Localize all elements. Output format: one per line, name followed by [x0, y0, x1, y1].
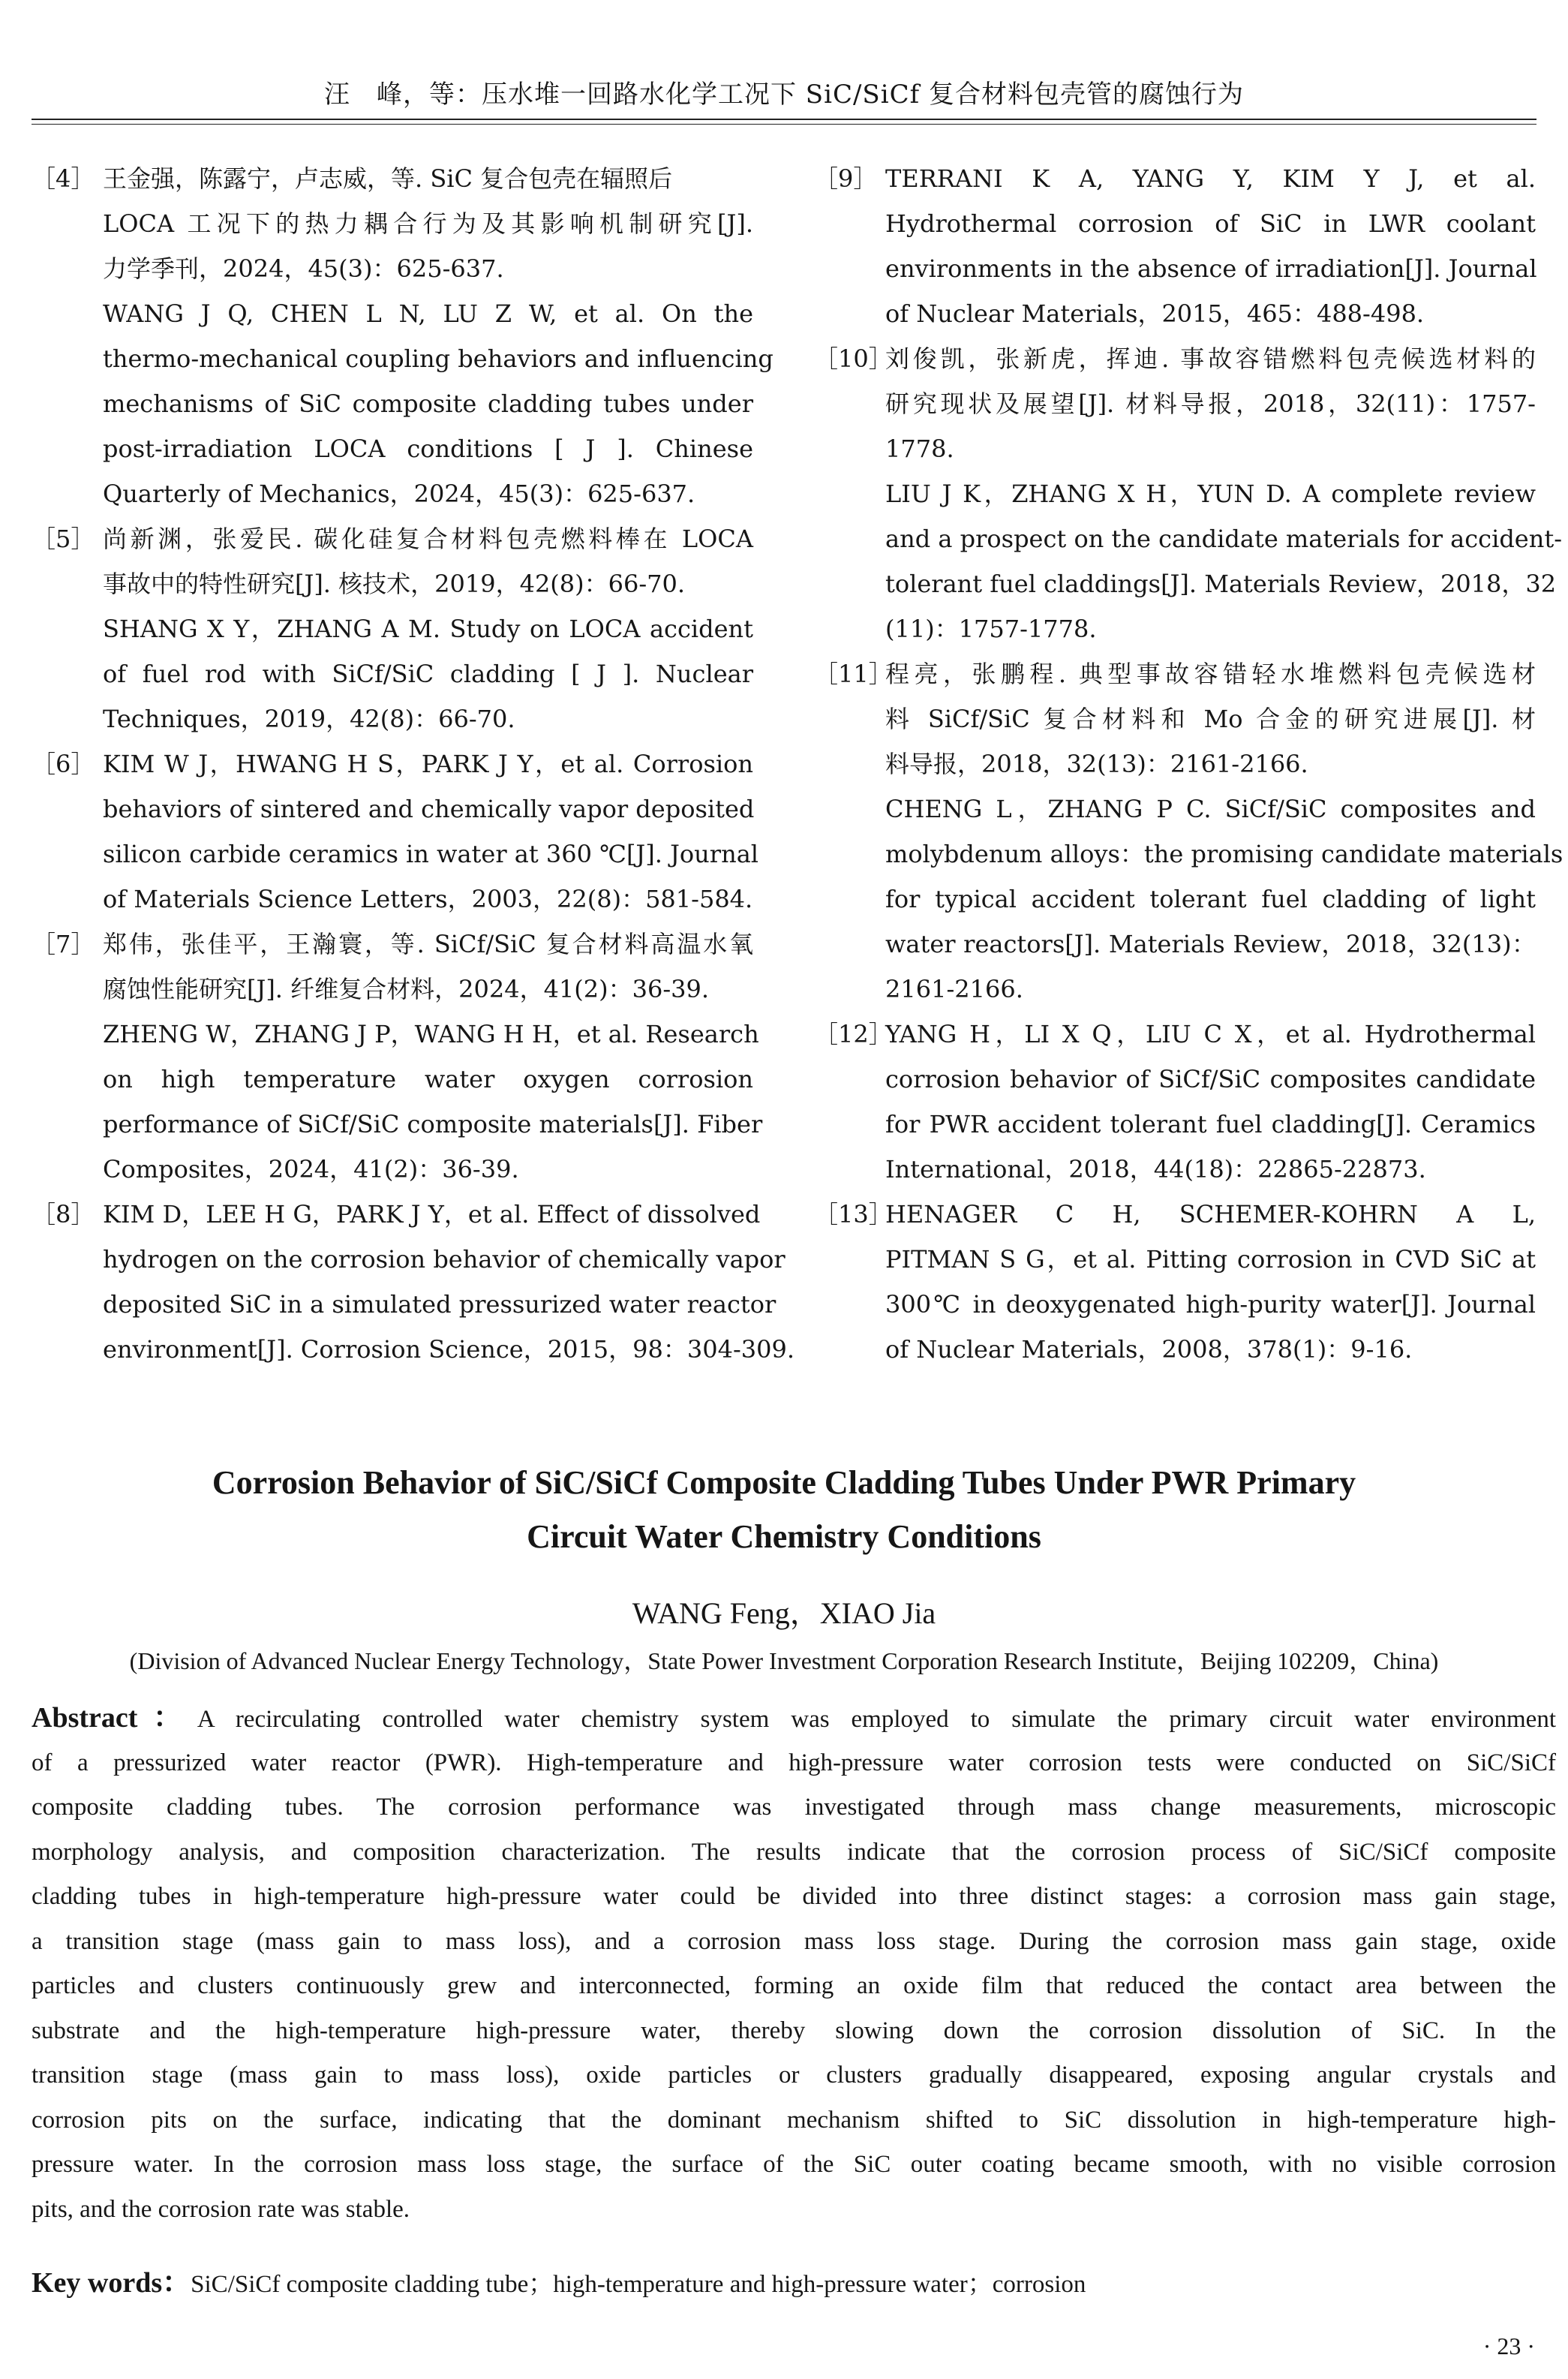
references-right-column: [814, 156, 1563, 1372]
reference-line: 2161-2166.: [885, 975, 1023, 1003]
reference-line: water reactors[J]. Materials Review，2018，32(13)：: [885, 930, 1536, 958]
reference-line: corrosion behavior of SiCf/SiC composites candidate: [885, 1065, 1536, 1093]
reference-number: ［12］: [814, 1020, 893, 1048]
reference-line: behaviors of sintered and chemically vapor deposited: [103, 795, 755, 823]
reference-line: Quarterly of Mechanics，2024，45(3)：625-637.: [103, 480, 695, 508]
reference-line: 王金强，陈露宁，卢志威，等. SiC 复合包壳在辐照后: [103, 164, 673, 193]
reference-line: silicon carbide ceramics in water at 360 ℃[J]. Journal: [103, 840, 758, 868]
reference-line: and a prospect on the candidate materials for accident-: [885, 525, 1563, 553]
abstract-line: pressure water. In the corrosion mass loss stage, the surface of the SiC outer coating became smooth, with no visible corrosion: [32, 2151, 1556, 2178]
reference-line: Hydrothermal corrosion of SiC in LWR coolant: [885, 209, 1536, 238]
english-title-line-2: Circuit Water Chemistry Conditions: [527, 1518, 1041, 1555]
authors: WANG Feng，XIAO Jia: [632, 1596, 936, 1630]
reference-item: [32, 1192, 795, 1372]
reference-item: [814, 651, 1563, 1012]
header-rule-top: [32, 119, 1536, 120]
abstract-line: corrosion pits on the surface, indicating that the dominant mechanism shifted to SiC dissolution in high-temperature high-: [32, 2106, 1556, 2134]
abstract-line: of a pressurized water reactor (PWR). High-temperature and high-pressure water corrosion tests were conducted on SiC/SiCf: [32, 1749, 1556, 1776]
reference-item: [814, 1192, 1536, 1372]
references-left-column: [32, 156, 795, 1372]
reference-line: WANG J Q, CHEN L N, LU Z W, et al. On the: [103, 299, 753, 328]
reference-line: of fuel rod with SiCf/SiC cladding [ J ]. Nuclear: [103, 660, 753, 688]
reference-item: [32, 516, 753, 741]
reference-line: hydrogen on the corrosion behavior of chemically vapor: [103, 1245, 786, 1274]
reference-line: TERRANI K A, YANG Y, KIM Y J, et al.: [885, 164, 1536, 193]
reference-line: 料导报，2018，32(13)：2161-2166.: [885, 750, 1308, 778]
reference-number: ［9］: [814, 164, 878, 193]
reference-number: ［8］: [32, 1200, 95, 1229]
reference-item: [814, 336, 1563, 651]
reference-number: ［7］: [32, 930, 95, 958]
reference-number: ［6］: [32, 750, 95, 778]
reference-line: Techniques，2019，42(8)：66-70.: [103, 705, 515, 733]
reference-line: for PWR accident tolerant fuel cladding[J]. Ceramics: [885, 1110, 1536, 1138]
reference-number: ［10］: [814, 344, 893, 373]
reference-number: ［5］: [32, 525, 95, 553]
abstract-line: pits, and the corrosion rate was stable.: [32, 2195, 410, 2223]
english-title-line-1: Corrosion Behavior of SiC/SiCf Composite Cladding Tubes Under PWR Primary: [212, 1464, 1356, 1501]
keywords: [32, 2259, 1556, 2300]
reference-line: 料 SiCf/SiC 复合材料和 Mo 合金的研究进展[J]. 材: [885, 705, 1536, 733]
reference-line: 腐蚀性能研究[J]. 纤维复合材料，2024，41(2)：36-39.: [103, 975, 710, 1003]
reference-line: of Nuclear Materials，2015，465：488-498.: [885, 299, 1425, 328]
reference-line: thermo-mechanical coupling behaviors and influencing: [103, 344, 773, 373]
reference-line: mechanisms of SiC composite cladding tubes under: [103, 389, 753, 418]
reference-line: for typical accident tolerant fuel cladding of light: [885, 885, 1536, 913]
reference-line: post-irradiation LOCA conditions [ J ]. Chinese: [103, 435, 753, 463]
reference-line: 研究现状及展望[J]. 材料导报，2018，32(11)：1757-: [885, 389, 1536, 418]
abstract-line: morphology analysis, and composition characterization. The results indicate that the corrosion process of SiC/SiCf composite: [32, 1838, 1556, 1866]
abstract-line: cladding tubes in high-temperature high-pressure water could be divided into three distinct stages: a corrosion mass gain stage,: [32, 1883, 1556, 1910]
reference-line: LIU J K，ZHANG X H，YUN D. A complete review: [885, 480, 1536, 508]
reference-number: ［13］: [814, 1200, 893, 1229]
reference-line: CHENG L，ZHANG P C. SiCf/SiC composites and: [885, 795, 1536, 823]
abstract: [32, 1696, 1556, 2232]
abstract-line: composite cladding tubes. The corrosion performance was investigated through mass change measurements, microscopic: [32, 1794, 1556, 1821]
reference-line: of Nuclear Materials，2008，378(1)：9-16.: [885, 1335, 1413, 1364]
reference-line: 刘俊凯，张新虎，挥迪. 事故容错燃料包壳候选材料的: [885, 344, 1536, 373]
reference-line: YANG H，LI X Q，LIU C X，et al. Hydrothermal: [885, 1020, 1536, 1048]
reference-line: environments in the absence of irradiation[J]. Journal: [885, 254, 1537, 283]
keywords-label: Key words：: [32, 2267, 191, 2299]
reference-line: environment[J]. Corrosion Science，2015，98：304-309.: [103, 1335, 795, 1364]
reference-line: KIM D，LEE H G，PARK J Y，et al. Effect of dissolved: [103, 1200, 761, 1229]
reference-line: 郑伟，张佳平，王瀚寰，等. SiCf/SiC 复合材料高温水氧: [103, 930, 753, 958]
reference-line: deposited SiC in a simulated pressurized water reactor: [103, 1290, 776, 1319]
reference-item: [814, 1012, 1536, 1192]
reference-line: tolerant fuel claddings[J]. Materials Review，2018，32: [885, 570, 1557, 598]
reference-item: [32, 922, 763, 1192]
reference-line: LOCA 工况下的热力耦合行为及其影响机制研究[J].: [103, 209, 753, 238]
header-rule-bottom: [32, 124, 1536, 125]
reference-line: KIM W J，HWANG H S，PARK J Y，et al. Corrosion: [103, 750, 753, 778]
reference-line: of Materials Science Letters，2003，22(8)：581-584.: [103, 885, 753, 913]
reference-line: on high temperature water oxygen corrosion: [103, 1065, 753, 1093]
abstract-line: [32, 1696, 1556, 1741]
reference-line: (11)：1757-1778.: [885, 615, 1097, 643]
reference-line: PITMAN S G，et al. Pitting corrosion in CVD SiC at: [885, 1245, 1536, 1274]
reference-line: 力学季刊，2024，45(3)：625-637.: [103, 254, 504, 283]
reference-item: [32, 156, 773, 516]
abstract-text: A recirculating controlled water chemistry system was employed to simulate the primary circuit water environment: [197, 1706, 1557, 1733]
running-header: 汪 峰，等：压水堆一回路水化学工况下 SiC/SiCf 复合材料包壳管的腐蚀行为: [323, 80, 1244, 110]
reference-line: 事故中的特性研究[J]. 核技术，2019，42(8)：66-70.: [103, 570, 686, 598]
reference-line: 1778.: [885, 435, 954, 463]
affiliation: (Division of Advanced Nuclear Energy Technology，State Power Investment Corporation Research Institute，Beijing 102209，China): [129, 1647, 1439, 1674]
reference-number: ［4］: [32, 164, 95, 193]
reference-number: ［11］: [814, 660, 893, 688]
reference-line: Composites，2024，41(2)：36-39.: [103, 1155, 519, 1183]
reference-line: 300℃ in deoxygenated high-purity water[J]. Journal: [885, 1290, 1536, 1319]
reference-line: molybdenum alloys：the promising candidate materials: [885, 840, 1563, 868]
abstract-line: particles and clusters continuously grew and interconnected, forming an oxide film that reduced the contact area between the: [32, 1972, 1556, 1999]
abstract-line: transition stage (mass gain to mass loss), oxide particles or clusters gradually disappeared, exposing angular crystals and: [32, 2062, 1556, 2089]
reference-line: performance of SiCf/SiC composite materials[J]. Fiber: [103, 1110, 763, 1138]
reference-line: 尚新渊，张爱民. 碳化硅复合材料包壳燃料棒在 LOCA: [103, 525, 753, 553]
abstract-line: a transition stage (mass gain to mass loss), and a corrosion mass loss stage. During the corrosion mass gain stage, oxide: [32, 1927, 1556, 1955]
reference-item: [814, 156, 1536, 336]
reference-line: SHANG X Y，ZHANG A M. Study on LOCA accident: [103, 615, 753, 643]
reference-line: 程亮，张鹏程. 典型事故容错轻水堆燃料包壳候选材: [885, 660, 1536, 688]
english-title: [0, 1456, 1568, 1564]
reference-line: ZHENG W，ZHANG J P，WANG H H，et al. Research: [103, 1020, 759, 1048]
page-number: · 23 ·: [1482, 2332, 1535, 2359]
abstract-label: Abstract：: [32, 1702, 197, 1734]
reference-item: [32, 741, 758, 922]
reference-line: HENAGER C H, SCHEMER-KOHRN A L,: [885, 1200, 1536, 1229]
keywords-text: SiC/SiCf composite cladding tube；high-temperature and high-pressure water；corrosion: [191, 2271, 1086, 2298]
abstract-line: substrate and the high-temperature high-pressure water, thereby slowing down the corrosion dissolution of SiC. In the: [32, 2017, 1556, 2044]
reference-line: International，2018，44(18)：22865-22873.: [885, 1155, 1426, 1183]
